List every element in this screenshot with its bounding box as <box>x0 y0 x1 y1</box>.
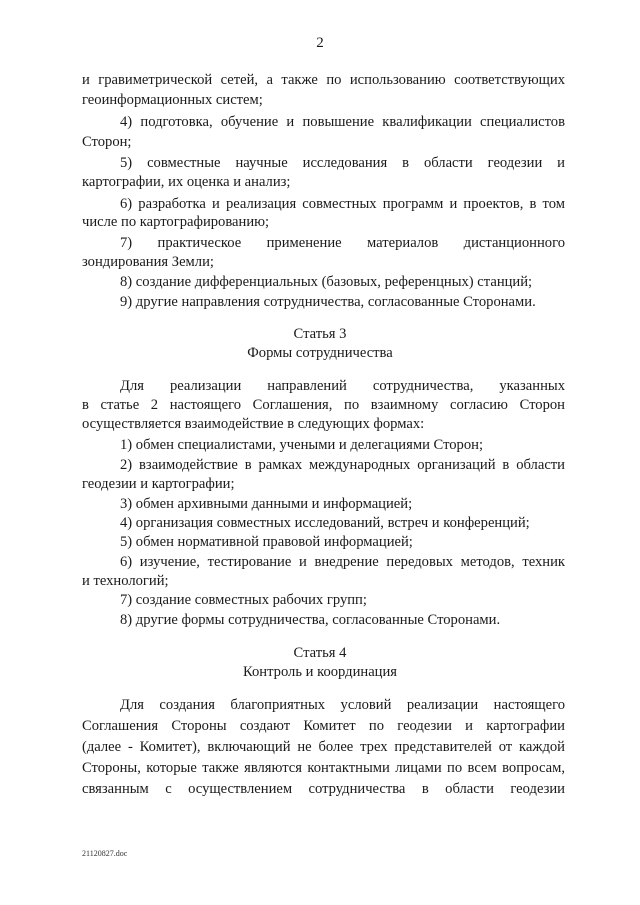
list-item-5-line: 5) совместные научные исследования в области геодезии и <box>120 155 565 171</box>
list-item-2-cont: геодезии и картографии; <box>82 476 235 492</box>
list-item-7-cont: зондирования Земли; <box>82 254 214 270</box>
list-item-4-cont: Сторон; <box>82 134 132 150</box>
page-number: 2 <box>316 35 324 51</box>
list-item-9: 9) другие направления сотрудничества, согласованные Сторонами. <box>120 294 536 310</box>
list-item-8: 8) создание дифференциальных (базовых, референцных) станций; <box>120 274 533 290</box>
paragraph-line: Для реализации направлений сотрудничества, указанных <box>120 378 565 394</box>
list-item-2-line: 2) взаимодействие в рамках международных организаций в области <box>120 457 565 473</box>
list-item-6-cont: числе по картографированию; <box>82 214 270 230</box>
footer-filename: 21120827.doc <box>82 849 128 858</box>
list-item-4-line: 4) подготовка, обучение и повышение квалификации специалистов <box>120 114 565 130</box>
paragraph-line: осуществляется взаимодействие в следующих формах: <box>82 416 425 432</box>
paragraph-line: Соглашения Стороны создают Комитет по геодезии и картографии <box>82 718 565 734</box>
paragraph-line: в статье 2 настоящего Соглашения, по взаимному согласию Сторон <box>82 397 565 413</box>
list-item-7-line: 7) практическое применение материалов дистанционного <box>120 235 565 251</box>
list-item-5-cont: картографии, их оценка и анализ; <box>82 174 291 190</box>
list-item-4: 4) организация совместных исследований, встреч и конференций; <box>120 515 530 531</box>
list-item-1: 1) обмен специалистами, учеными и делегациями Сторон; <box>120 437 484 453</box>
list-item-6-line: 6) изучение, тестирование и внедрение передовых методов, техник <box>120 554 565 570</box>
article-3-number: Статья 3 <box>293 326 347 342</box>
article-4-title: Контроль и координация <box>242 664 398 680</box>
paragraph-line: связанным с осуществлением сотрудничества в области геодезии <box>82 781 565 797</box>
article-4-number: Статья 4 <box>293 645 347 661</box>
article-3-title: Формы сотрудничества <box>247 345 393 361</box>
list-item-6-line: 6) разработка и реализация совместных программ и проектов, в том <box>120 196 565 212</box>
list-item-3: 3) обмен архивными данными и информацией; <box>120 496 413 512</box>
paragraph-line: геоинформационных систем; <box>82 92 263 108</box>
paragraph-line: Для создания благоприятных условий реализации настоящего <box>120 697 565 713</box>
list-item-8: 8) другие формы сотрудничества, согласованные Сторонами. <box>120 612 501 628</box>
list-item-7: 7) создание совместных рабочих групп; <box>120 592 367 608</box>
paragraph-line: и гравиметрической сетей, а также по использованию соответствующих <box>82 72 565 88</box>
paragraph-line: Стороны, которые также являются контактными лицами по всем вопросам, <box>82 760 565 776</box>
list-item-6-cont: и технологий; <box>82 573 169 589</box>
paragraph-line: (далее - Комитет), включающий не более трех представителей от каждой <box>82 739 565 755</box>
list-item-5: 5) обмен нормативной правовой информацией; <box>120 534 413 550</box>
